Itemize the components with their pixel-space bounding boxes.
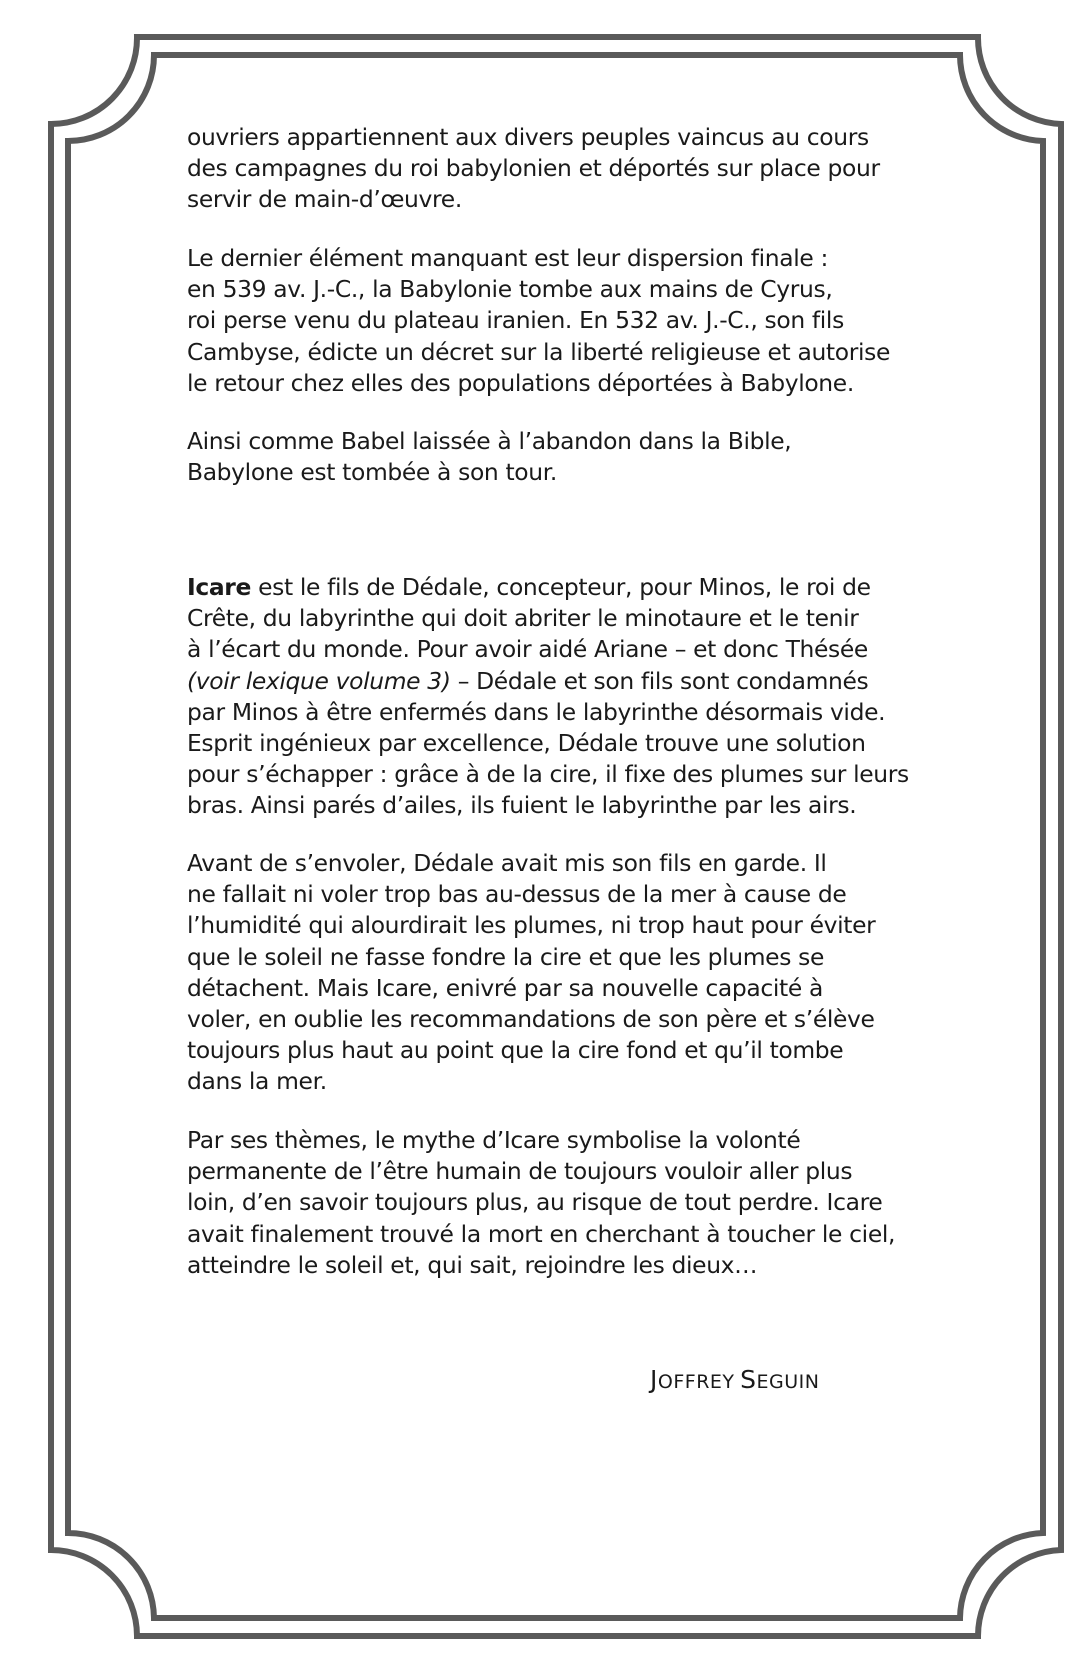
text-line: ne fallait ni voler trop bas au-dessus de la mer à cause de bbox=[187, 880, 847, 909]
author-signature bbox=[650, 1365, 819, 1394]
text-line bbox=[187, 572, 927, 603]
text-line: des campagnes du roi babylonien et déportés sur place pour bbox=[187, 154, 880, 183]
text-line: Esprit ingénieux par excellence, Dédale trouve une solution bbox=[187, 729, 866, 758]
signature-fragment: EGUIN bbox=[756, 1371, 820, 1393]
text-line: l’humidité qui alourdirait les plumes, ni trop haut pour éviter bbox=[187, 911, 876, 940]
text-line: toujours plus haut au point que la cire fond et qu’il tombe bbox=[187, 1036, 844, 1065]
text-fragment: – Dédale et son fils sont condamnés bbox=[450, 666, 869, 695]
text-fragment: est le fils de Dédale, concepteur, pour Minos, le roi de bbox=[251, 573, 871, 601]
paragraph-dispersion bbox=[187, 243, 927, 399]
glossary-term: Icare bbox=[187, 573, 252, 601]
text-line: roi perse venu du plateau iranien. En 532 av. J.-C., son fils bbox=[187, 306, 844, 335]
text-line: que le soleil ne fasse fondre la cire et que les plumes se bbox=[187, 942, 825, 971]
paragraph-icare-definition bbox=[187, 572, 927, 822]
text-line: Crête, du labyrinthe qui doit abriter le minotaure et le tenir bbox=[187, 604, 859, 633]
text-line: voler, en oublie les recommandations de son père et s’élève bbox=[187, 1005, 875, 1034]
text-line: atteindre le soleil et, qui sait, rejoindre les dieux… bbox=[187, 1250, 758, 1279]
text-line: détachent. Mais Icare, enivré par sa nouvelle capacité à bbox=[187, 973, 823, 1002]
text-line: ouvriers appartiennent aux divers peuples vaincus au cours bbox=[187, 123, 869, 151]
text-line: Par ses thèmes, le mythe d’Icare symbolise la volonté bbox=[187, 1126, 801, 1154]
text-line: en 539 av. J.-C., la Babylonie tombe aux mains de Cyrus, bbox=[187, 275, 833, 304]
text-line: Ainsi comme Babel laissée à l’abandon dans la Bible, bbox=[187, 427, 792, 455]
signature-initial: S bbox=[740, 1365, 757, 1394]
text-line: permanente de l’être humain de toujours vouloir aller plus bbox=[187, 1157, 853, 1186]
paragraph-symbolique bbox=[187, 1125, 927, 1281]
text-line: Cambyse, édicte un décret sur la liberté religieuse et autorise bbox=[187, 337, 890, 366]
text-line: servir de main-d’œuvre. bbox=[187, 185, 462, 214]
paragraph-babel bbox=[187, 426, 927, 488]
text-line: bras. Ainsi parés d’ailes, ils fuient le labyrinthe par les airs. bbox=[187, 791, 857, 820]
signature-fragment: OFFREY bbox=[657, 1371, 735, 1393]
text-line: à l’écart du monde. Pour avoir aidé Ariane – et donc Thésée bbox=[187, 635, 868, 664]
signature-initial: J bbox=[650, 1365, 658, 1394]
text-line: loin, d’en savoir toujours plus, au risque de tout perdre. Icare bbox=[187, 1188, 883, 1217]
text-line: Avant de s’envoler, Dédale avait mis son fils en garde. Il bbox=[187, 849, 827, 877]
paragraph-envol bbox=[187, 848, 927, 1098]
text-line bbox=[187, 666, 927, 697]
text-line: avait finalement trouvé la mort en cherchant à toucher le ciel, bbox=[187, 1219, 896, 1248]
paragraph-ouvriers bbox=[187, 122, 927, 216]
cross-reference: (voir lexique volume 3) bbox=[187, 666, 451, 695]
text-line: par Minos à être enfermés dans le labyrinthe désormais vide. bbox=[187, 697, 886, 726]
text-line: pour s’échapper : grâce à de la cire, il fixe des plumes sur leurs bbox=[187, 760, 909, 789]
text-line: Le dernier élément manquant est leur dispersion finale : bbox=[187, 244, 829, 272]
text-line: Babylone est tombée à son tour. bbox=[187, 458, 557, 487]
text-line: le retour chez elles des populations déportées à Babylone. bbox=[187, 368, 854, 397]
text-line: dans la mer. bbox=[187, 1067, 327, 1096]
